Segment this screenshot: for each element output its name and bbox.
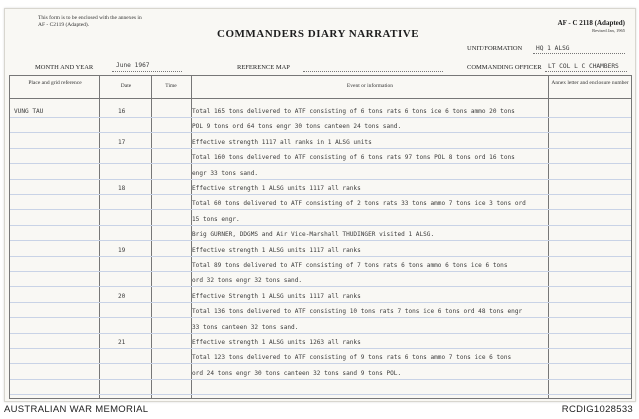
entry-text: Total 123 tons delivered to ATF consisting of 9 tons rats 6 tons ammo 7 tons ice 6 tons — [192, 354, 512, 362]
unit-value: HQ 1 ALSG — [536, 45, 570, 52]
ruled-line — [10, 286, 631, 287]
footer-left: AUSTRALIAN WAR MEMORIAL — [4, 404, 149, 415]
ruled-line — [10, 132, 631, 133]
ruled-line — [10, 333, 631, 334]
unit-underline — [533, 53, 625, 54]
col-divider-place — [99, 76, 100, 398]
entry-date: 20 — [118, 292, 126, 300]
col-head-annex: Annex letter and enclosure number — [551, 80, 629, 86]
form-id: AF - C 2118 (Adapted) — [557, 19, 625, 27]
entry-date: 16 — [118, 108, 126, 115]
unit-label: UNIT/FORMATION — [467, 45, 523, 52]
entry-place: VUNG TAU — [14, 108, 44, 115]
ruled-line — [10, 225, 631, 226]
ruled-line — [10, 256, 631, 257]
col-head-event: Event or information — [346, 83, 394, 89]
month-underline — [112, 71, 182, 72]
entry-text: POL 9 tons ord 64 tons engr 30 tons canteen 24 tons sand. — [192, 123, 402, 131]
header-divider — [10, 98, 631, 99]
co-label: COMMANDING OFFICER — [467, 64, 542, 71]
co-underline — [545, 71, 627, 72]
entry-text: Total 136 tons delivered to ATF consisting 10 tons rats 7 tons ice 6 tons ord 48 tons engr — [192, 308, 523, 316]
enclose-note: This form is to be enclosed with the annexes in AF - C2119 (Adapted). — [38, 15, 142, 28]
month-label: MONTH AND YEAR — [35, 64, 94, 71]
diary-table — [9, 75, 632, 399]
ruled-line — [10, 194, 631, 195]
col-divider-event — [548, 76, 549, 398]
form-revised: Revised Jan, 1965 — [592, 28, 625, 33]
co-value: LT COL L C CHAMBERS — [548, 63, 619, 70]
page-title: COMMANDERS DIARY NARRATIVE — [217, 28, 420, 40]
ruled-line — [10, 348, 631, 349]
ruled-line — [10, 302, 631, 303]
ruled-line — [10, 117, 631, 118]
ruled-line — [10, 394, 631, 395]
entry-text: 15 tons engr. — [192, 215, 240, 223]
col-head-time: Time — [165, 83, 177, 89]
entry-text: Brig GURNER, DDGMS and Air Vice-Marshall THUDINGER visited 1 ALSG. — [192, 231, 435, 239]
entry-text: Effective Strength 1 ALSG units 1117 all ranks — [192, 292, 361, 300]
ruled-line — [10, 163, 631, 164]
entry-text: 33 tons canteen 32 tons sand. — [192, 323, 299, 331]
month-value: June 1967 — [116, 62, 150, 69]
entry-date: 19 — [118, 246, 126, 254]
entry-text: Total 160 tons delivered to ATF consisting of 6 tons rats 97 tons POL 8 tons ord 16 tons — [192, 154, 515, 162]
diary-sheet — [4, 8, 636, 402]
entry-date: 17 — [118, 138, 126, 146]
ruled-line — [10, 271, 631, 272]
entry-text: ord 24 tons engr 30 tons canteen 32 tons sand 9 tons POL. — [192, 369, 402, 377]
entry-text: ord 32 tons engr 32 tons sand. — [192, 277, 303, 285]
col-divider-date — [151, 76, 152, 398]
entry-text: Total 165 tons delivered to ATF consisting of 6 tons rats 6 tons ice 6 tons ammo 20 tons — [192, 108, 515, 115]
ref-map-label: REFERENCE MAP — [237, 64, 290, 71]
ruled-line — [10, 179, 631, 180]
ruled-line — [10, 379, 631, 380]
entry-text: Effective strength 1 ALSG units 1263 all ranks — [192, 339, 361, 346]
entry-date: 21 — [118, 339, 126, 346]
entry-date: 18 — [118, 185, 126, 192]
entry-text: Total 60 tons delivered to ATF consisting of 2 tons rats 33 tons ammo 7 tons ice 3 tons ord — [192, 200, 526, 208]
entry-text: Effective strength 1 ALSG units 1117 all ranks — [192, 185, 361, 192]
ruled-line — [10, 363, 631, 364]
entry-text: Total 89 tons delivered to ATF consisting of 7 tons rats 6 tons ammo 6 tons ice 6 tons — [192, 262, 508, 269]
col-head-date: Date — [120, 83, 132, 89]
ref-map-underline — [303, 71, 443, 72]
col-head-place: Place and grid reference — [28, 80, 82, 86]
footer-right: RCDIG1028533 — [561, 404, 633, 415]
ruled-line — [10, 148, 631, 149]
ruled-line — [10, 240, 631, 241]
entry-text: Effective strength 1 ALSG units 1117 all ranks — [192, 246, 361, 254]
ruled-line — [10, 209, 631, 210]
entry-text: engr 33 tons sand. — [192, 169, 259, 177]
ruled-line — [10, 317, 631, 318]
entry-text: Effective strength 1117 all ranks in 1 ALSG units — [192, 138, 372, 146]
